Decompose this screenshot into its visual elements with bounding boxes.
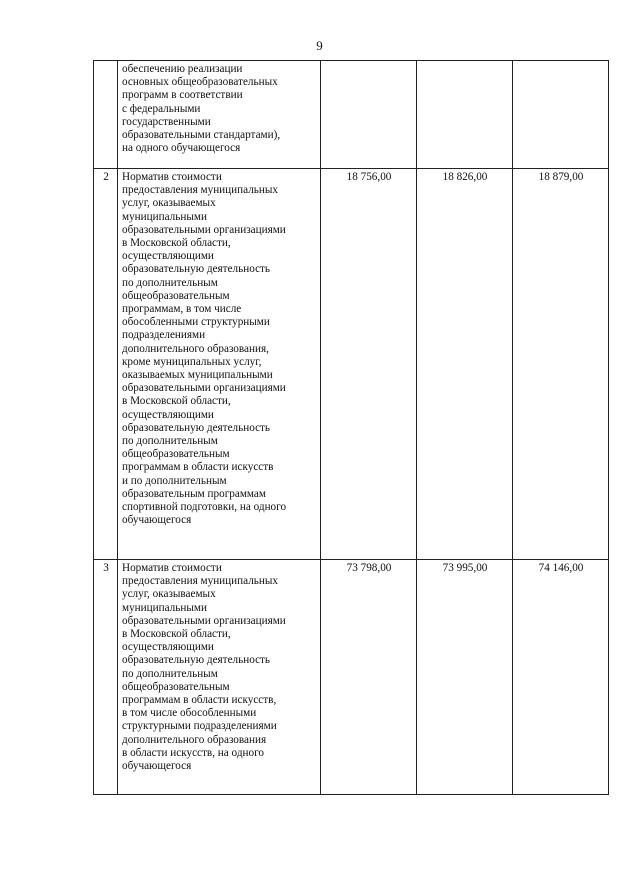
description-line: по дополнительным	[122, 435, 218, 448]
value-cell-3: 74 146,00	[513, 560, 609, 795]
value-cell-2: 18 826,00	[417, 169, 513, 560]
value-cell-1: 18 756,00	[321, 169, 417, 560]
description-line: и по дополнительным	[122, 474, 227, 487]
row-number-cell	[94, 61, 118, 169]
description-line: основных общеобразовательных	[122, 76, 278, 89]
page-number: 9	[316, 38, 323, 53]
description-line: в Московской области,	[122, 395, 231, 408]
description-line: образовательную деятельность	[122, 421, 271, 434]
description-line: услуг, оказываемых	[122, 588, 216, 601]
description-line: обеспечению реализации	[122, 63, 243, 75]
description-line: с федеральными	[122, 102, 201, 115]
description-line: муниципальными	[122, 601, 207, 614]
description-line: подразделениями	[122, 329, 206, 342]
value-cell-1: 73 798,00	[321, 560, 417, 795]
table-row	[94, 61, 609, 169]
description-line: Норматив стоимости	[122, 562, 222, 574]
row-number-cell: 3	[94, 560, 118, 795]
description-line: образовательными организациями	[122, 614, 286, 627]
row-number-cell: 2	[94, 169, 118, 560]
description-line: осуществляющими	[122, 250, 214, 263]
table-row	[94, 169, 609, 560]
cost-norms-table	[93, 60, 609, 795]
description-line: осуществляющими	[122, 408, 214, 421]
description-line: услуг, оказываемых	[122, 197, 216, 210]
description-line: дополнительного образования,	[122, 342, 269, 355]
norm-description-cell	[118, 61, 321, 169]
description-line: в области искусств, на одного	[122, 746, 264, 759]
description-line: программам, в том числе	[122, 303, 242, 316]
value-cell-1	[321, 61, 417, 169]
description-line: дополнительного образования	[122, 733, 267, 746]
value-cell-2: 73 995,00	[417, 560, 513, 795]
description-line: общеобразовательным	[122, 680, 230, 693]
description-line: программ в соответствии	[122, 89, 243, 102]
description-line: образовательным программам	[122, 487, 266, 500]
description-line: образовательными стандартами),	[122, 129, 281, 142]
description-line: общеобразовательным	[122, 448, 230, 461]
description-line: в том числе обособленными	[122, 707, 257, 720]
description-line: предоставления муниципальных	[122, 184, 278, 197]
value-cell-3: 18 879,00	[513, 169, 609, 560]
description-line: образовательную деятельность	[122, 263, 271, 276]
description-line: обучающегося	[122, 514, 192, 527]
value-cell-2	[417, 61, 513, 169]
description-line: спортивной подготовки, на одного	[122, 501, 287, 514]
description-line: программам в области искусств,	[122, 694, 277, 707]
norm-description-cell	[118, 169, 321, 560]
description-line: обособленными структурными	[122, 316, 270, 329]
description-line: по дополнительным	[122, 667, 218, 680]
description-line: оказываемых муниципальными	[122, 369, 273, 382]
description-line: на одного обучающегося	[122, 142, 241, 155]
description-line: кроме муниципальных услуг,	[122, 355, 262, 368]
description-line: по дополнительным	[122, 276, 218, 289]
description-line: осуществляющими	[122, 641, 214, 654]
description-line: образовательными организациями	[122, 223, 286, 236]
description-line: образовательными организациями	[122, 382, 286, 395]
norm-description-cell	[118, 560, 321, 795]
description-line: муниципальными	[122, 210, 207, 223]
description-line: предоставления муниципальных	[122, 575, 278, 588]
description-line: в Московской области,	[122, 628, 231, 641]
description-line: обучающегося	[122, 760, 192, 773]
description-line: общеобразовательным	[122, 289, 230, 302]
description-line: образовательную деятельность	[122, 654, 271, 667]
description-line: в Московской области,	[122, 237, 231, 250]
description-line: программам в области искусств	[122, 461, 274, 474]
description-line: государственными	[122, 115, 211, 128]
value-cell-3	[513, 61, 609, 169]
table-row	[94, 560, 609, 795]
description-line: Норматив стоимости	[122, 171, 222, 183]
description-line: структурными подразделениями	[122, 720, 277, 733]
